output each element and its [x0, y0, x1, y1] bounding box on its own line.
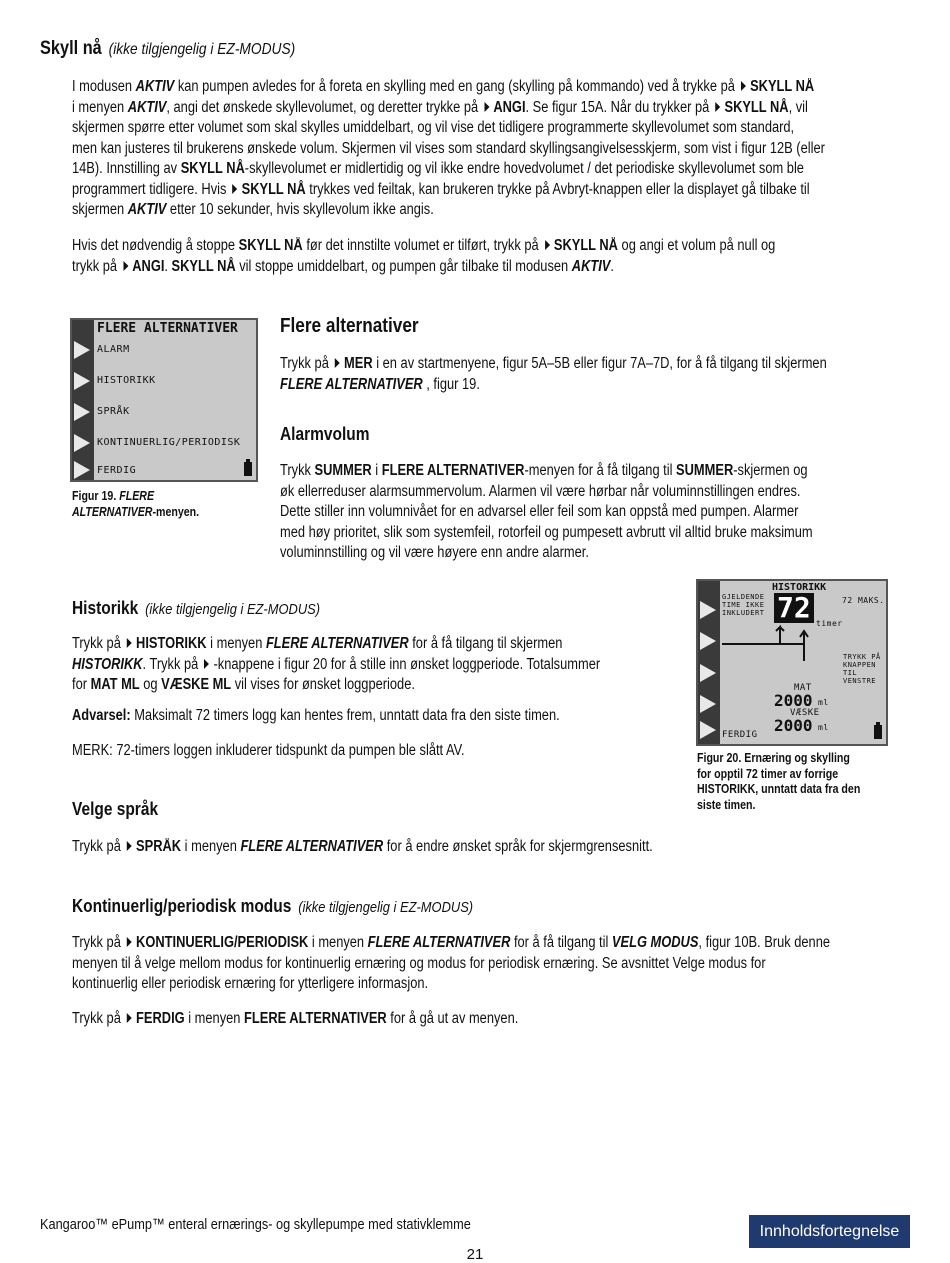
menu-arrow-icon	[74, 434, 90, 452]
hours-value: 72	[774, 593, 814, 623]
paragraph: Trykk på MER i en av startmenyene, figur 5A–5B eller figur 7A–7D, for å få tilgang til skjermen FLERE ALTERNATIVER , figur 19.	[280, 355, 827, 393]
section-subtitle: (ikke tilgjengelig i EZ-MODUS)	[108, 41, 296, 58]
arrow-right-icon	[127, 638, 132, 648]
figure-19-screen	[70, 318, 258, 482]
arrow-right-icon	[123, 261, 128, 271]
menu-arrow-icon	[74, 372, 90, 390]
section-title-kontinuerlig: Kontinuerlig/periodisk modus (ikke tilgjengelig i EZ-MODUS)	[72, 896, 474, 916]
arrow-right-icon	[127, 1013, 132, 1023]
arrow-right-icon	[484, 102, 489, 112]
menu-item: SPRÅK	[97, 406, 130, 417]
arrow-right-icon	[204, 659, 209, 669]
section-title-alarm: Alarmvolum	[280, 424, 370, 444]
max-label: 72 MAKS.	[842, 596, 885, 605]
screen-title: HISTORIKK	[772, 582, 827, 593]
figure-20-caption: Figur 20. Ernæring og skylling for opptil 72 timer av forrige HISTORIKK, unntatt data fra den siste timen.	[697, 751, 861, 812]
menu-item: ALARM	[97, 344, 130, 355]
menu-arrow-icon	[74, 403, 90, 421]
paragraph: Trykk på HISTORIKK i menyen FLERE ALTERNATIVER for å få tilgang til skjermen HISTORIKK. Trykk på -knappene i figur 20 for å stille inn ønsket loggperiode. Totalsummer for MAT ML og VÆSKE ML vil vises for ønsket loggperiode.	[72, 635, 601, 693]
arrow-right-icon	[741, 81, 746, 91]
arrow-right-icon	[335, 358, 340, 368]
done-label: FERDIG	[722, 730, 758, 740]
menu-arrow-icon	[74, 461, 90, 479]
paragraph: Trykk på SPRÅK i menyen FLERE ALTERNATIVER for å endre ønsket språk for skjermgrensesnitt.	[72, 838, 653, 855]
paragraph: MERK: 72-timers loggen inkluderer tidspunkt da pumpen ble slått AV.	[72, 742, 465, 759]
hours-unit: timer	[816, 619, 843, 628]
arrow-right-icon	[715, 102, 720, 112]
table-of-contents-button[interactable]: Innholdsfortegnelse	[749, 1215, 910, 1248]
figure-20-screen	[696, 579, 888, 746]
unit-label: ml	[818, 698, 829, 707]
veske-label: VÆSKE	[790, 708, 820, 718]
arrow-right-icon	[127, 841, 132, 851]
paragraph: Trykk på FERDIG i menyen FLERE ALTERNATIVER for å gå ut av menyen.	[72, 1010, 519, 1027]
section-subtitle: (ikke tilgjengelig i EZ-MODUS)	[145, 601, 321, 618]
paragraph: Hvis det nødvendig å stoppe SKYLL NÅ før det innstilte volumet er tilført, trykk på SKYLL NÅ og angi et volum på null og trykk på ANGI. SKYLL NÅ vil stoppe umiddelbart, og pumpen går tilbake til modusen AKTIV.	[72, 237, 776, 275]
arrow-right-icon	[127, 937, 132, 947]
figure-19-caption: Figur 19. FLERE ALTERNATIVER-menyen.	[72, 489, 200, 519]
unit-label: ml	[818, 723, 829, 732]
battery-icon	[874, 725, 882, 739]
section-title-historikk: Historikk (ikke tilgjengelig i EZ-MODUS)	[72, 598, 321, 618]
battery-icon	[244, 462, 252, 476]
paragraph: I modusen AKTIV kan pumpen avledes for å foreta en skylling med en gang (skylling på kommando) ved å trykke på SKYLL NÅ i menyen AKTIV, angi det ønskede skyllevolumet, og deretter trykke på ANGI. Se figur 15A. Når du trykker på SKYLL NÅ, vil skjermen spørre etter volumet som skal skylles umiddelbart, og vil vise det tidligere programmerte skyllevolumet som standard, men kan justeres til brukerens ønskede volum. Skjermen vil vises som standard skyllingsangivelsesskjerm, som vist i figur 12B (eller 14B). Innstilling av SKYLL NÅ-skyllevolumet er midlertidig og vil ikke endre hovedvolumet / det periodiske skyllevolumet som ble programmert tidligere. Hvis SKYLL NÅ trykkes ved feiltak, kan brukeren trykke på Avbryt-knappen eller la displayet gå tilbake til skjermen AKTIV etter 10 sekunder, hvis skyllevolum ikke angis.	[72, 78, 825, 218]
arrow-right-icon	[545, 240, 550, 250]
screen-title: FLERE ALTERNATIVER	[97, 321, 238, 336]
veske-value: 2000	[774, 716, 813, 735]
paragraph: Trykk SUMMER i FLERE ALTERNATIVER-menyen for å få tilgang til SUMMER-skjermen og øk ellerreduser alarmsummervolum. Alarmen vil være hørbar når voluminnstillingen endres. Dette stiller inn volumnivået for en advarsel eller feil som kan oppstå med pumpen. Alarmer med høy prioritet, slik som systemfeil, rotorfeil og pumpesett avbrutt vil alltid bruke maksimum voluminnstilling og vil være høyere enn andre alarmer.	[280, 462, 813, 561]
menu-item: KONTINUERLIG/PERIODISK	[97, 437, 241, 448]
section-subtitle: (ikke tilgjengelig i EZ-MODUS)	[298, 899, 474, 916]
mat-label: MAT	[794, 683, 812, 693]
paragraph: Trykk på KONTINUERLIG/PERIODISK i menyen FLERE ALTERNATIVER for å få tilgang til VELG MODUS, figur 10B. Bruk denne menyen til å velge mellom modus for kontinuerlig ernæring og modus for periodisk ernæring. Se avsnittet Velge modus for kontinuerlig eller periodisk ernæring for ytterligere informasjon.	[72, 934, 831, 992]
arrow-right-icon	[232, 184, 237, 194]
menu-item: FERDIG	[97, 465, 137, 476]
footer-product-name: Kangaroo™ ePump™ enteral ernærings- og skyllepumpe med stativklemme	[40, 1216, 471, 1233]
included-label: GJELDENDE TIME IKKE INKLUDERT	[722, 593, 765, 617]
menu-item: HISTORIKK	[97, 375, 156, 386]
mat-value: 2000	[774, 691, 813, 710]
section-title-sprak: Velge språk	[72, 799, 159, 819]
menu-arrow-icon	[74, 341, 90, 359]
hint-label: TRYKK PÅ KNAPPEN TIL VENSTRE	[843, 653, 881, 685]
section-title-skyll: Skyll nå (ikke tilgjengelig i EZ-MODUS)	[40, 38, 296, 59]
section-title-flere: Flere alternativer	[280, 315, 419, 337]
page-number: 21	[466, 1246, 484, 1263]
paragraph: Advarsel: Maksimalt 72 timers logg kan hentes frem, unntatt data fra den siste timen.	[72, 707, 560, 724]
